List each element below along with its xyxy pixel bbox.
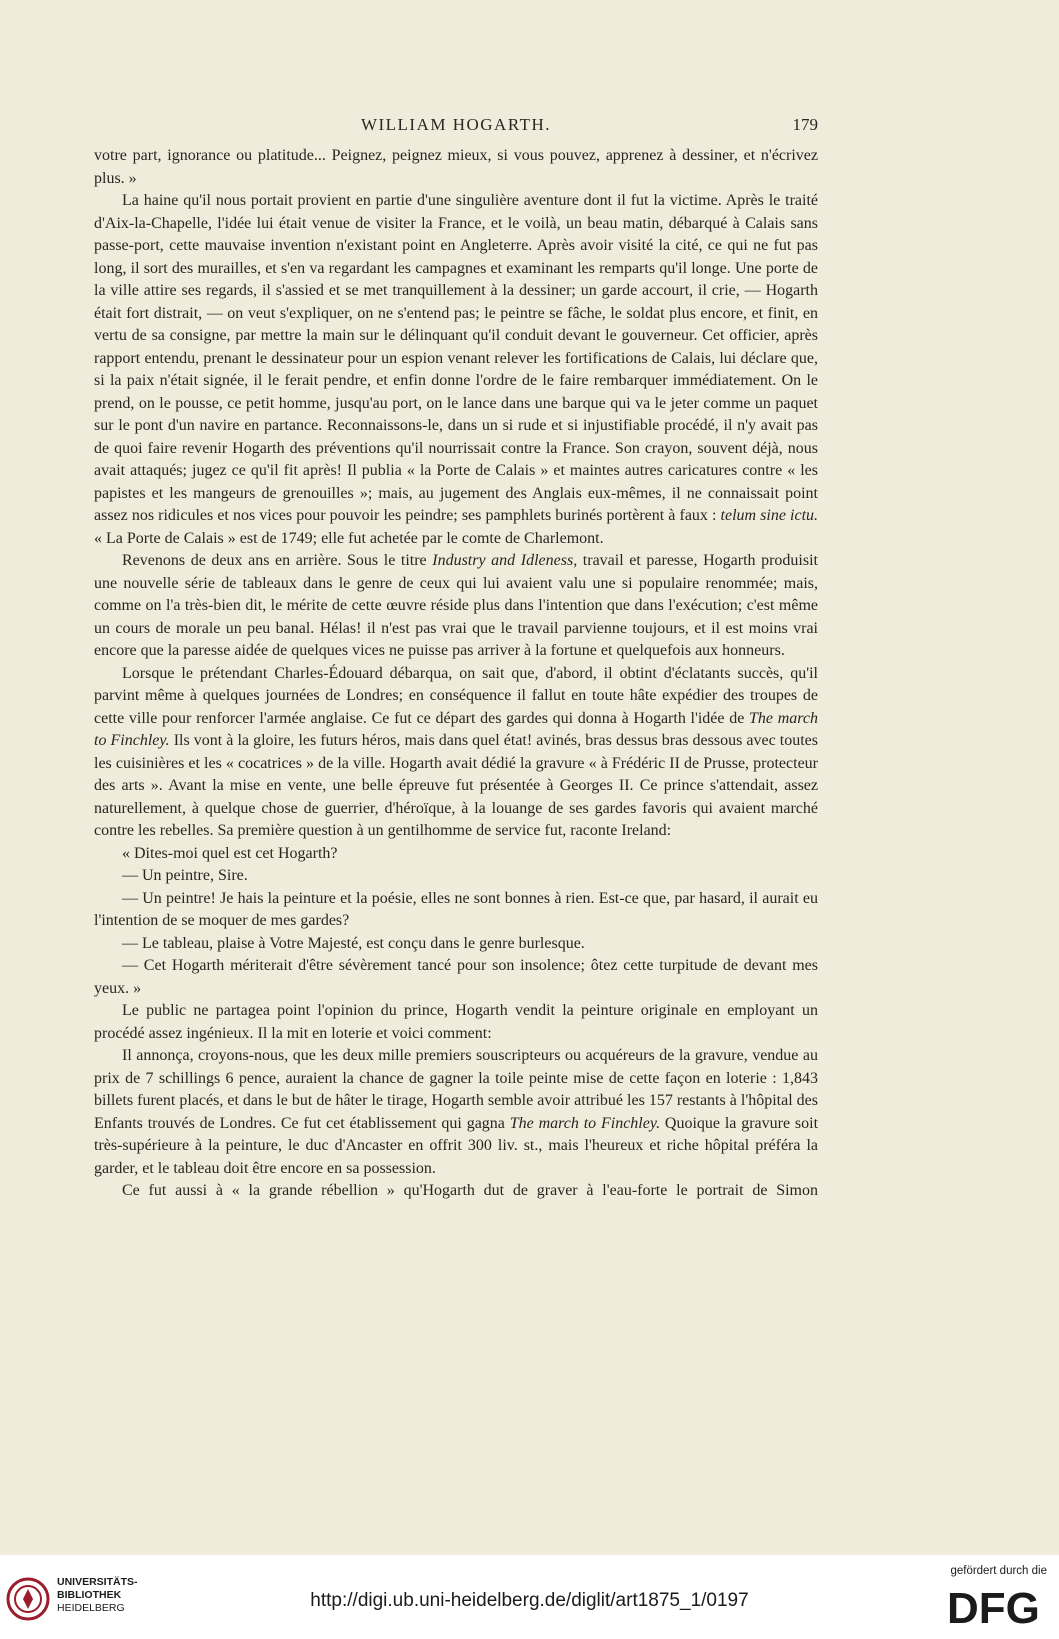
dialogue-line: — Un peintre, Sire.: [122, 867, 248, 884]
page-header: [94, 115, 818, 139]
permalink-url[interactable]: http://digi.ub.uni-heidelberg.de/diglit/art1875_1/0197: [310, 1590, 749, 1611]
dialogue-line: — Cet Hogarth mériterait d'être sévèrement tancé pour son insolence; ôtez cette turpitude de devant mes yeux. »: [94, 957, 818, 997]
italic-title: telum sine ictu.: [720, 507, 819, 524]
article-body: [94, 145, 818, 1203]
dialogue-line: « Dites-moi quel est cet Hogarth?: [122, 844, 338, 862]
dfg-logo-icon: [945, 1583, 1049, 1627]
library-name: UNIVERSITÄTS- BIBLIOTHEK HEIDELBERG: [57, 1576, 138, 1614]
svg-text:DFG: DFG: [947, 1584, 1040, 1627]
paragraph: Lorsque le prétendant Charles-Édouard débarqua, on sait que, d'abord, il obtint d'éclatants succès, qu'il parvint même à quelques journées de Londres; en conséquence il fallut en toute hâte expédier des troupes de cette ville pour renforcer l'armée anglaise. Ce fut ce départ des gardes qui donna à Hogarth l'idée de The march to Finchley. Ils vont à la gloire, les futurs héros, mais dans quel état! avinés, bras dessus bras dessous avec toutes les cuisinières et les « cocatrices » de la ville. Hogarth avait dédié la gravure « à Frédéric II de Prusse, protecteur des arts ». Avant la mise en vente, une belle épreuve fut présentée à Georges II. Ce prince s'attendait, assez naturellement, à quelque chose de guerrier, d'héroïque, à la louange de ses gardes favoris qui avaient marché contre les rebelles. Sa première question à un gentilhomme de service fut, raconte Ireland:: [94, 664, 819, 839]
paragraph: Ce fut aussi à « la grande rébellion » qu'Hogarth dut de graver à l'eau-forte le portrait de Simon: [122, 1182, 818, 1199]
italic-title: Industry and Idleness,: [432, 552, 578, 569]
funding-note: gefördert durch die: [950, 1565, 1047, 1577]
italic-title: The march to Finchley.: [94, 709, 819, 749]
paragraph: votre part, ignorance ou platitude... Peignez, peignez mieux, si vous pouvez, apprenez à dessiner, et n'écrivez plus. »: [94, 147, 818, 187]
page-number: 179: [792, 115, 818, 134]
viewer-footer: [0, 1555, 1059, 1639]
dialogue-line: — Un peintre! Je hais la peinture et la poésie, elles ne sont bonnes à rien. Est-ce que, par hasard, il aurait eu l'intention de se moquer de mes gardes?: [94, 889, 818, 929]
running-title: WILLIAM HOGARTH.: [360, 115, 552, 134]
paragraph: La haine qu'il nous portait provient en partie d'une singulière aventure dont il fut la victime. Après le traité d'Aix-la-Chapelle, l'idée lui était venue de visiter la France, et le voilà, un beau matin, débarqué à Calais sans passe-port, cette mauvaise invention n'existant point en Angleterre. Après avoir visité la cité, ce qui ne fut pas long, il sort des murailles, et s'en va regardant les campagnes et examinant les remparts qu'il longe. Une porte de la ville attire ses regards, il s'assied et se met tranquillement à la dessiner; un garde accourt, il crie, — Hogarth était fort distrait, — on veut s'expliquer, on ne s'entend pas; le peintre se fâche, le soldat plus encore, et finit, en vertu de sa consigne, par mettre la main sur le délinquant qu'il conduit devant le gouverneur. Cet officier, après rapport entendu, prenant le dessinateur pour un espion venant relever les fortifications de Calais, lui déclare que, si la paix n'était signée, il le ferait pendre, et enfin donne l'ordre de le faire rembarquer immédiatement. On le prend, on le pousse, ce petit homme, jusqu'au port, on le lance dans une barque qui va le jeter comme un paquet sur le pont d'un navire en partance. Reconnaissons-le, dans un si rude et si injustifiable procédé, il n'y avait pas de quoi faire revenir Hogarth des préventions qu'il nourrissait contre la France. Son crayon, souvent déjà, nous avait attaqués; jugez ce qu'il fit après! Il publia « la Porte de Calais » et maintes autres caricatures contre « les papistes et les mangeurs de grenouilles »; mais, au jugement des Anglais eux-mêmes, il ne connaissait point assez nos ridicules et nos vices pour pouvoir les peindre; ses pamphlets burinés portèrent à faux : telum sine ictu. « La Porte de Calais » est de 1749; elle fut achetée par le comte de Charlemont.: [94, 192, 819, 547]
italic-title: The march to Finchley.: [509, 1114, 661, 1132]
dialogue-line: — Le tableau, plaise à Votre Majesté, est conçu dans le genre burlesque.: [122, 934, 585, 952]
paragraph: Il annonça, croyons-nous, que les deux mille premiers souscripteurs ou acquéreurs de la gravure, vendue au prix de 7 schillings 6 pence, auraient la chance de gagner la toile peinte mise de cette façon en loterie : 1,843 billets furent placés, et dans le but de hâter le tirage, Hogarth semble avoir attribué les 157 restants à l'hôpital des Enfants trouvés de Londres. Ce fut cet établissement qui gagna The march to Finchley. Quoique la gravure soit très-supérieure à la peinture, le duc d'Ancaster en offrit 300 liv. st., mais l'heureux et riche hôpital préféra la garder, et le tableau doit être encore en sa possession.: [94, 1047, 819, 1177]
paragraph: Le public ne partagea point l'opinion du prince, Hogarth vendit la peinture originale en employant un procédé assez ingénieux. Il la mit en loterie et voici comment:: [94, 1002, 818, 1042]
paragraph: Revenons de deux ans en arrière. Sous le titre Industry and Idleness, travail et paresse, Hogarth produisit une nouvelle série de tableaux dans le genre de ceux qui lui avaient valu une si populaire renommée; mais, comme on l'a très-bien dit, le mérite de cette œuvre réside plus dans l'intention que dans l'exécution; c'est même un cours de morale un peu banal. Hélas! il n'est pas vrai que le travail parvienne toujours, et il est moins vrai encore que la paresse aidée de quelques vices ne puisse pas arriver à la fortune et quelquefois aux honneurs.: [94, 552, 818, 659]
